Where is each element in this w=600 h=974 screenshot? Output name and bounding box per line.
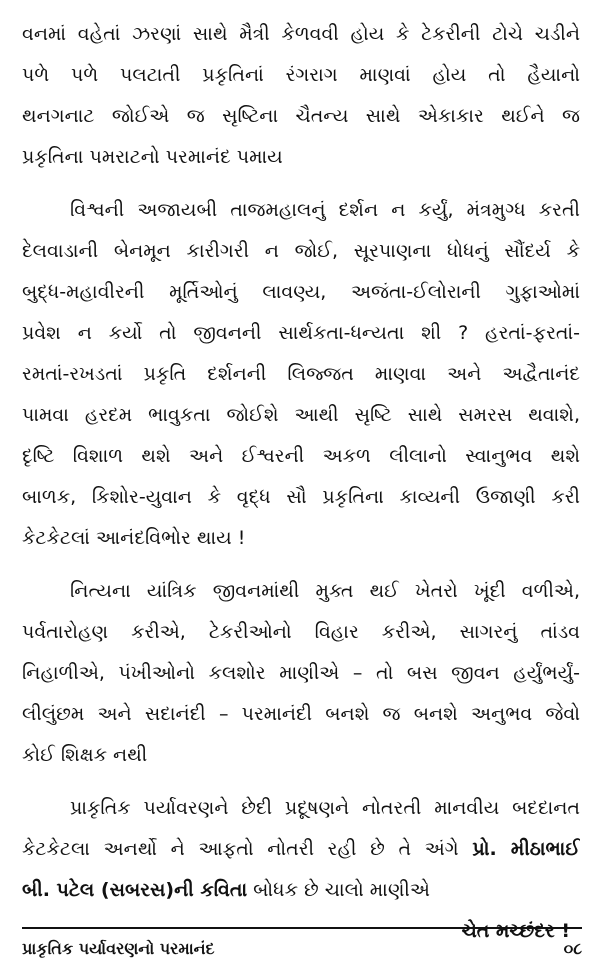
paragraph-line: પ્રકૃતિના પમરાટનો પરમાનંદ પમાય [22,146,283,168]
paragraph-line: રમતાં-રખડતાં પ્રકૃતિ દર્શનની લિજ્જત માણવા અને અદ્વૈતાનંદ [22,363,580,385]
paragraph-line: દેલવાડાની બેનમૂન કારીગરી ન જોઈ, સૂરપાણના ધોધનું સૌંદર્ય કે [22,240,580,262]
paragraph-line: બુદ્ધ-મહાવીરની મૂર્તિઓનું લાવણ્ય, અજંતા-ઈલોરાની ગુફાઓમાં [22,281,580,303]
paragraph-line: કોઈ શિક્ષક નથી [22,744,148,766]
paragraph-line: વનમાં વહેતાં ઝરણાં સાથે મૈત્રી કેળવવી હોય કે ટેકરીની ટોચે ચડીને [22,23,580,45]
paragraph-3 [22,571,580,776]
paragraph-line: કેટકેટલાં આનંદવિભોર થાય ! [22,527,246,549]
paragraph-line: પ્રવેશ ન કર્યો તો જીવનની સાર્થકતા-ધન્યતા શી ? હરતાં-ફરતાં- [22,322,580,344]
paragraph-line: નિત્યના યાંત્રિક જીવનમાંથી મુક્ત થઈ ખેતરો ખૂંદી વળીએ, [70,580,580,602]
paragraph-line: પામવા હરદમ ભાવુકતા જોઈશે આથી સૃષ્ટિ સાથે સમરસ થવાશે, [22,404,580,426]
paragraph-line: થનગનાટ જોઈએ જ સૃષ્ટિના ચૈતન્ય સાથે એકાકાર થઈને જ [22,105,580,127]
paragraph-text: કેટકેટલા અનર્થો ને આફતો નોતરી રહી છે તે અંગે [22,838,459,860]
paragraph-line [22,829,580,870]
paragraph-line: બાળક, કિશોર-યુવાન કે વૃદ્ધ સૌ પ્રકૃતિના કાવ્યની ઉજાણી કરી [22,486,580,508]
paragraph-2 [22,190,580,559]
page-footer [22,934,582,964]
paragraph-line: લીલુંછમ અને સદાનંદી – પરમાનંદી બનશે જ બનશે અનુભવ જેવો [22,703,580,725]
paragraph-line: વિશ્વની અજાયબી તાજમહાલનું દર્શન ન કર્યું, મંત્રમુગ્ધ કરતી [70,199,580,221]
paragraph-1 [22,14,580,178]
paragraph-line [22,870,580,911]
paragraph-line: નિહાળીએ, પંખીઓનો કલશોર માણીએ – તો બસ જીવન હર્યુંભર્યું- [22,662,580,684]
author-name-part: પ્રો. મીઠાભાઈ [472,838,580,860]
page-number: ૦૮ [563,939,582,958]
paragraph-line: દૃષ્ટિ વિશાળ થશે અને ઈશ્વરની અકળ લીલાનો સ્વાનુભવ થશે [22,445,580,467]
paragraph-text: બોધક છે ચાલો માણીએ [253,879,430,901]
paragraph-line: પ્રાકૃતિક પર્યાવરણને છેદી પ્રદૂષણને નોતરતી માનવીય બદદાનત [70,797,580,819]
footer-title: પ્રાકૃતિક પર્યાવરણનો પરમાનંદ [22,939,215,958]
footer-divider [22,927,582,929]
paragraph-4 [22,788,580,911]
paragraph-line: પળે પળે પલટાતી પ્રકૃતિનાં રંગરાગ માણવાં હોય તો હૈયાનો [22,64,580,86]
paragraph-line: પર્વતારોહણ કરીએ, ટેકરીઓનો વિહાર કરીએ, સાગરનું તાંડવ [22,621,580,643]
page-body [22,14,580,952]
signature-line: ચેત મચ્છંદર ! [461,920,570,942]
author-name-part: બી. પટેલ (સબરસ)ની કવિતા [22,879,248,901]
